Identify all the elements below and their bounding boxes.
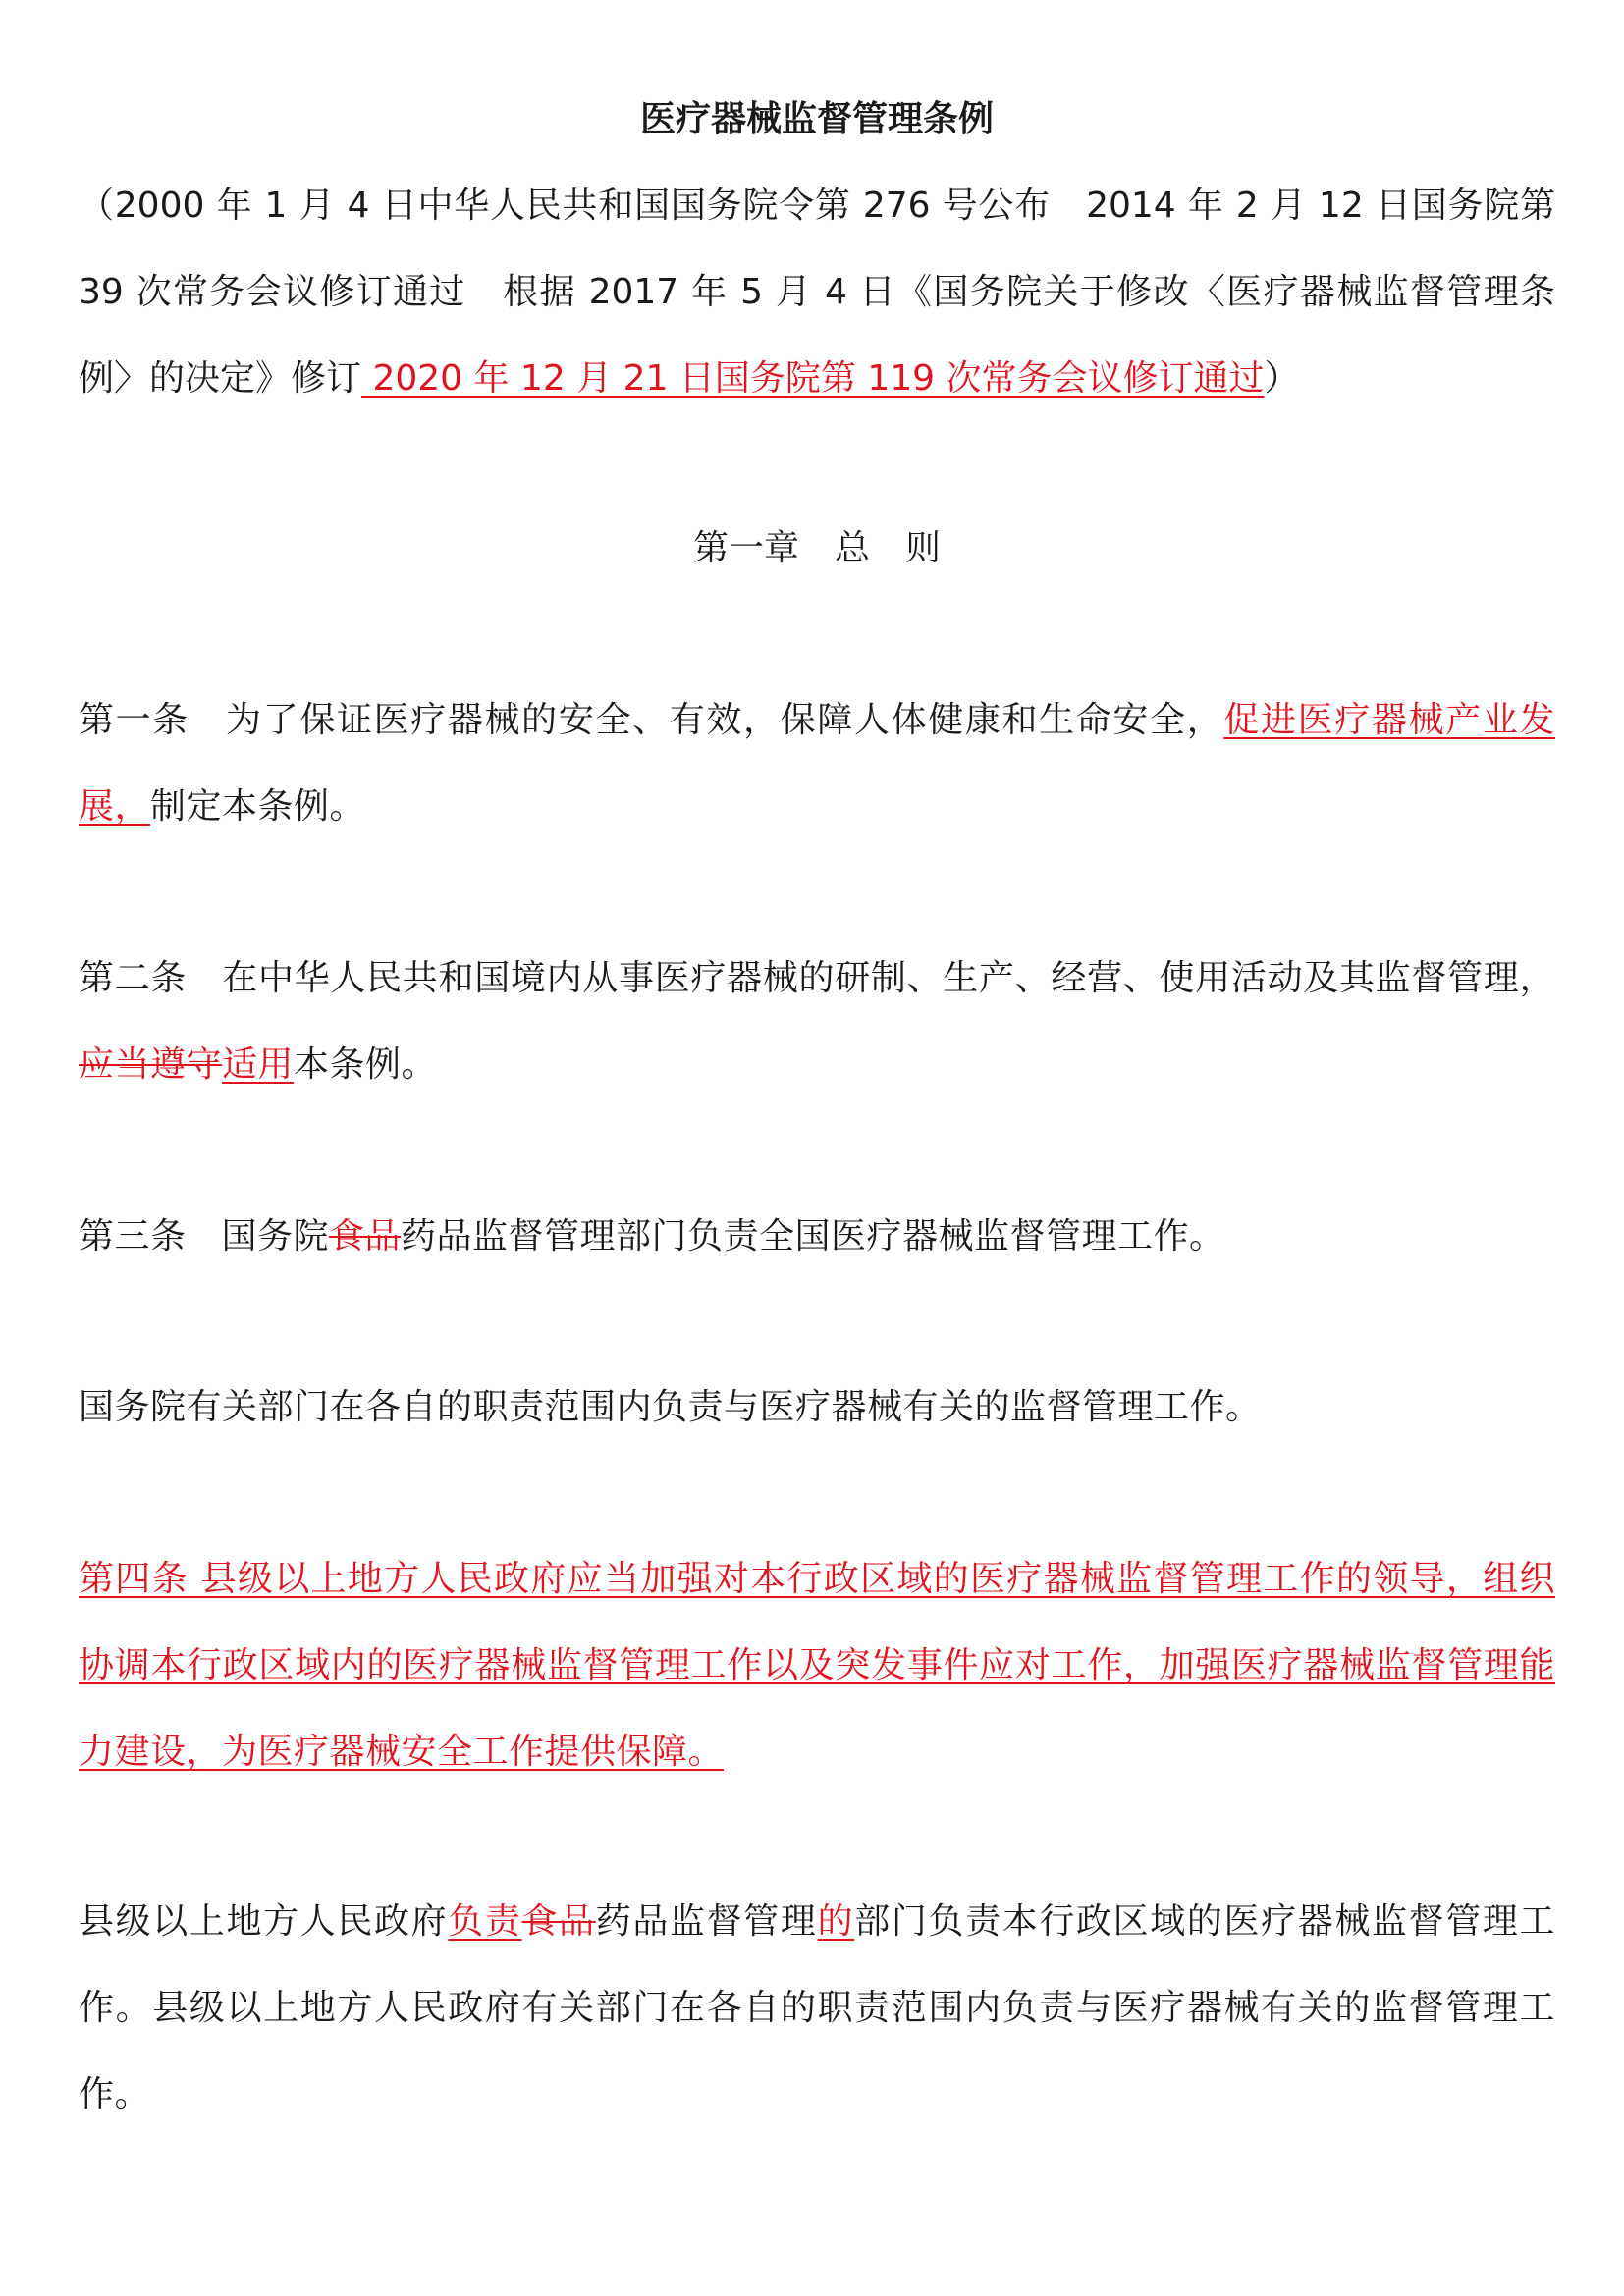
article-3-label: 第三条 (79, 1216, 187, 1256)
article-1-insertion: 促进医疗器械产业发展， (79, 700, 1555, 827)
article-3-text-end: 药品监督管理部门负责全国医疗器械监督管理工作。 (401, 1216, 1225, 1256)
article-2-text: 在中华人民共和国境内从事医疗器械的研制、生产、经营、使用活动及其监督管理， (222, 958, 1555, 998)
article-2-text-end: 本条例。 (294, 1044, 438, 1085)
article-4-p2-text: 县级以上地方人民政府 (79, 1901, 449, 1942)
promulgation-close: ） (1264, 358, 1300, 399)
article-2-deletion: 应当遵守 (79, 1044, 223, 1085)
article-4 (79, 1536, 1555, 1795)
chapter-word-2: 则 (905, 528, 942, 568)
article-4-p2-text-mid: 药品监督管理 (595, 1901, 818, 1942)
article-2 (79, 935, 1555, 1108)
chapter-word-1: 总 (834, 528, 870, 568)
article-1-text: 为了保证医疗器械的安全、有效，保障人体健康和生命安全， (224, 700, 1224, 740)
article-4-p2-deletion: 食品 (521, 1901, 596, 1942)
article-3-deletion: 食品 (329, 1216, 402, 1256)
article-1 (79, 677, 1555, 850)
article-1-label: 第一条 (79, 700, 189, 740)
chapter-number: 第一章 (692, 528, 799, 568)
article-1-text-end: 制定本条例。 (150, 786, 366, 827)
article-4-p2-text-end: 部门负责本行政区域的医疗器械监督管理工作。县级以上地方人民政府有关部门在各自的职责范围内负责与医疗器械有关的监督管理工作。 (79, 1901, 1555, 2114)
inserted-revision-date: 2020 年 12 月 21 日国务院第 119 次常务会议修订通过 (361, 358, 1265, 399)
promulgation-part-2: 2014 年 2 月 12 日国务院第 39 次常务会议修订通过 (79, 186, 1555, 312)
article-4-insertion: 第四条 县级以上地方人民政府应当加强对本行政区域的医疗器械监督管理工作的领导，组织协调本行政区域内的医疗器械监督管理工作以及突发事件应对工作，加强医疗器械监督管理能力建设，为医疗器械安全工作提供保障。 (79, 1559, 1555, 1772)
article-2-label: 第二条 (79, 958, 188, 998)
article-4-p2-insertion-2: 的 (817, 1901, 855, 1942)
document-title: 医疗器械监督管理条例 (639, 99, 994, 139)
chapter-heading (79, 509, 1555, 588)
article-3 (79, 1194, 1555, 1280)
promulgation-note (79, 163, 1555, 422)
article-4-paragraph-2 (79, 1879, 1555, 2138)
article-3-paragraph-2: 国务院有关部门在各自的职责范围内负责与医疗器械有关的监督管理工作。 (79, 1387, 1262, 1427)
article-2-insertion: 适用 (222, 1044, 295, 1085)
article-4-p2-insertion-1: 负责 (448, 1901, 522, 1942)
article-3-text: 国务院 (221, 1216, 330, 1256)
promulgation-part-1: （2000 年 1 月 4 日中华人民共和国国务院令第 276 号公布 (79, 186, 1052, 226)
promulgation-part-3: 根据 2017 年 5 月 4 日《国务院关于修改〈医疗器械监督管理条例〉的决定》修订 (79, 272, 1555, 399)
